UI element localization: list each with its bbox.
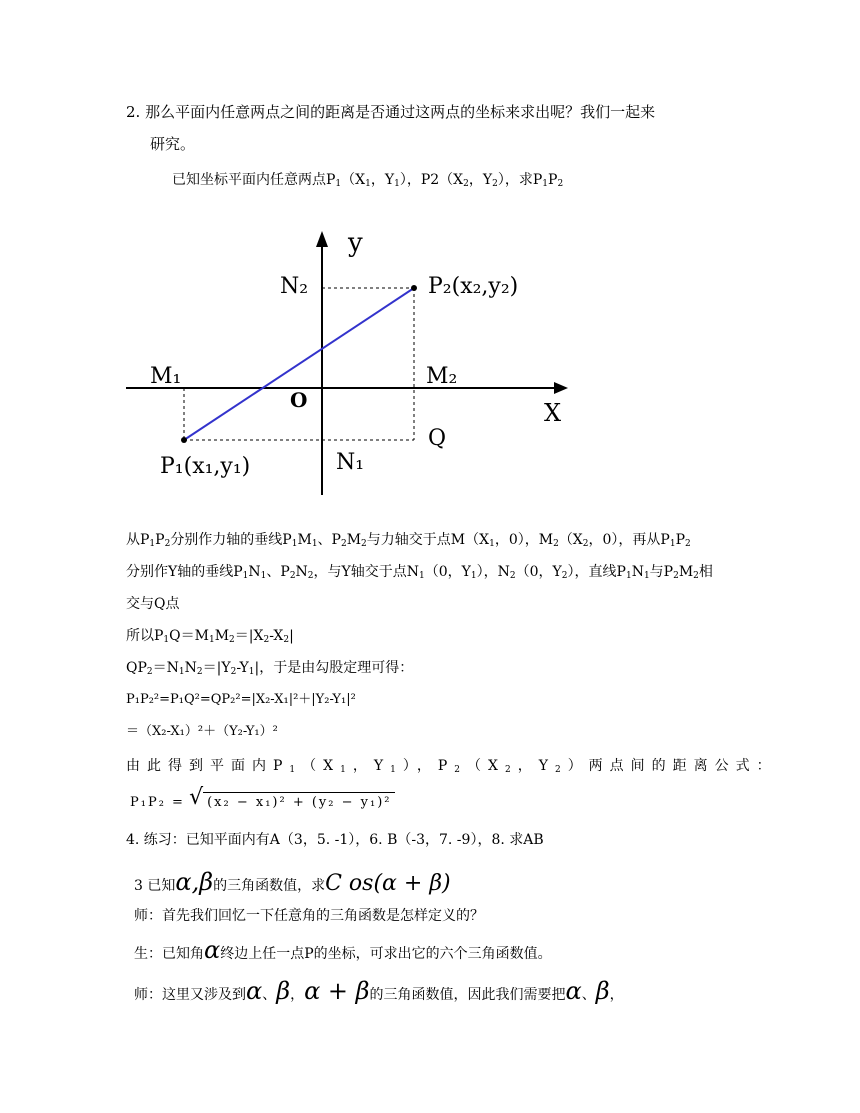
x-axis-label: X: [544, 399, 562, 427]
question-3-line: 3 已知α,β的三角函数值，求C os(α + β): [134, 868, 451, 896]
distance-formula-intro: 由此得到平面内$P_1(X_1$，$Y_1$），$P_2(X_2$，$Y_2$）两点间的距离公式：: [126, 758, 778, 775]
exercise-line: 4. 练习：已知平面内有A（3，5. -1），6. B（-3，7. -9），8. 求AB: [126, 832, 544, 848]
p1-label: P₁(x₁,y₁): [160, 454, 251, 479]
q-label: Q: [428, 426, 447, 451]
origin-label: O: [290, 388, 308, 412]
equation-line-4: ＝（X₂-X₁）²＋（Y₂-Y₁）²: [126, 724, 278, 739]
point-p2: [411, 285, 417, 291]
explanation-line-3: 交与Q点: [126, 596, 180, 612]
x-axis-arrow: [554, 382, 568, 394]
m2-label: M₂: [426, 364, 458, 389]
coordinate-diagram: [120, 225, 580, 500]
y-axis-label: y: [348, 228, 363, 258]
equation-line-2: $QP_2=N_1N_2=|Y_2-Y_1|$，于是由勾股定理可得：: [126, 660, 414, 677]
point-p1: [181, 437, 187, 443]
n2-label: N₂: [280, 274, 309, 299]
p2-label: P₂(x₂,y₂): [428, 274, 519, 299]
teacher-line-1: 师：首先我们回忆一下任意角的三角函数是怎样定义的？: [134, 908, 484, 924]
intro-line-2: 研究。: [150, 135, 196, 153]
student-line-1: 生：已知角α终边上任一点P的坐标，可求出它的六个三角函数值。: [134, 936, 552, 964]
explanation-line-1: 从$P_1P_2$分别作力轴的垂线$P_1M_1$、$P_2M_2$与力轴交于点$M(X_1$，0），$M_2(X_2$，0），再从$P_1P_2$: [126, 532, 691, 549]
equation-line-1: 所以$P_1Q=M_1M_2=|X_2-X_2|$: [126, 628, 294, 645]
teacher-line-2: 师：这里又涉及到α、β，α + β的三角函数值，因此我们需要把α、β，: [134, 977, 624, 1005]
explanation-line-2: 分别作Y轴的垂线$P_1N_1$、$P_2N_2$，与Y轴交于点$N_1(0$，$Y_1$），$N_2(0$，$Y_2$），直线$P_1N_1$与$P_2M_2$相: [126, 564, 713, 581]
given-points-line: 已知坐标平面内任意两点$P_1(X_1$，$Y_1$），$P2(X_2$，$Y_2$），求$P_1P_2$: [172, 172, 564, 189]
y-axis-arrow: [316, 231, 328, 247]
m1-label: M₁: [150, 364, 182, 389]
equation-line-3: P₁P₂²=P₁Q²=QP₂²=|X₂-X₁|²＋|Y₂-Y₁|²: [126, 692, 356, 707]
segment-p1p2: [184, 288, 414, 440]
intro-line-1: 2. 那么平面内任意两点之间的距离是否通过这两点的坐标来求出呢？我们一起来: [126, 103, 656, 121]
n1-label: N₁: [336, 450, 365, 475]
distance-formula: P₁P₂ = √ (x₂ − x₁)² + (y₂ − y₁)²: [130, 792, 395, 813]
